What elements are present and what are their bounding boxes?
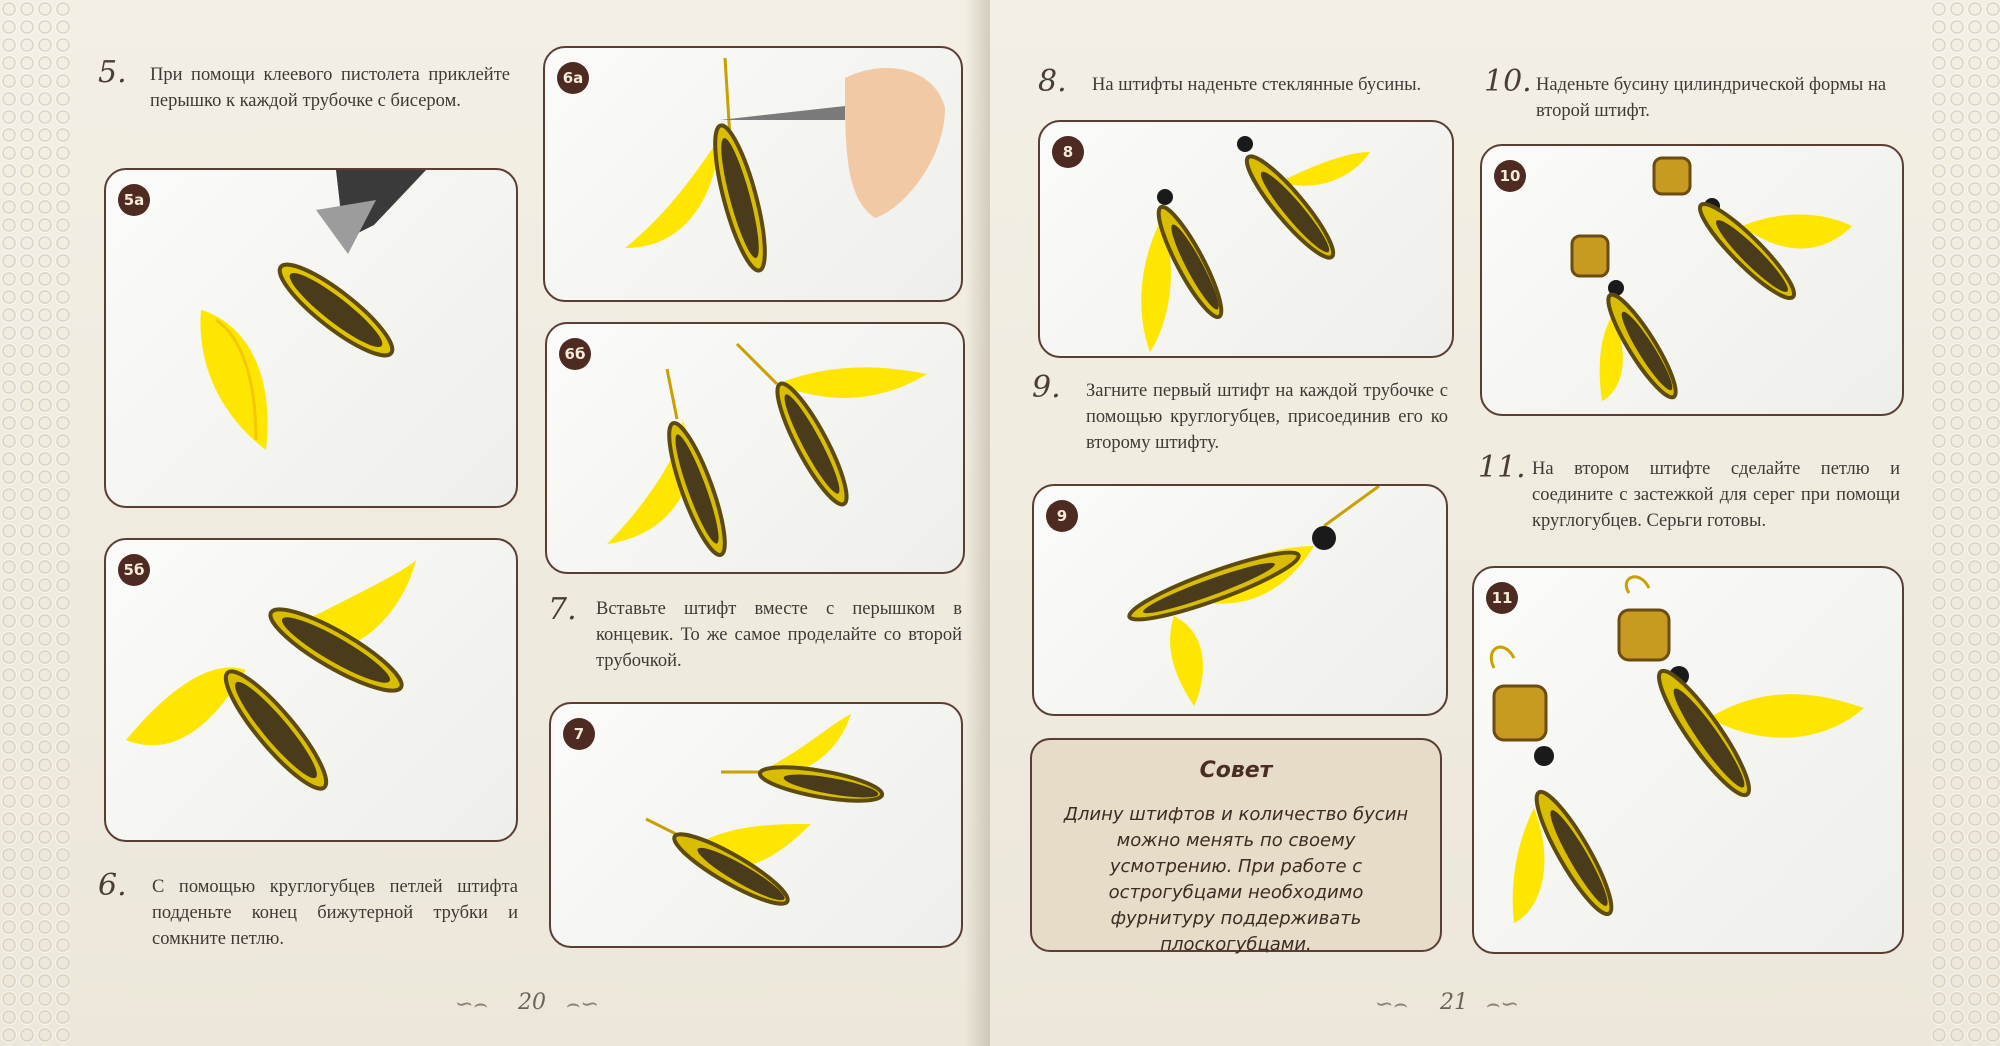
step-8-number: 8.: [1038, 64, 1067, 99]
photo-7: [549, 702, 963, 948]
photo-6b: [545, 322, 965, 574]
right-page-number: 21: [1440, 990, 1468, 1015]
left-page-ornament-right: ⌢∽: [566, 992, 599, 1017]
step-6-text: С помощью круглогубцев петлей штифта подденьте конец бижутерной трубки и сомкните петлю.: [152, 877, 518, 949]
photo-6a-badge: 6а: [557, 62, 589, 94]
step-5-text: При помощи клеевого пистолета приклейте перышко к каждой трубочке с бисером.: [150, 65, 510, 111]
photo-9-badge: 9: [1046, 500, 1078, 532]
step-6-number: 6.: [98, 868, 127, 903]
photo-10-illustration: [1482, 146, 1902, 414]
photo-11-badge: 11: [1486, 582, 1518, 614]
advice-title: Совет: [1199, 758, 1273, 783]
photo-6a-illustration: [545, 48, 961, 300]
photo-11: [1472, 566, 1904, 954]
photo-9-illustration: [1034, 486, 1446, 714]
photo-10-badge: 10: [1494, 160, 1526, 192]
step-7-text: Вставьте штифт вместе с перышком в концевик. То же самое проделайте со второй трубочкой.: [596, 599, 962, 671]
advice-text: Длину штифтов и количество бусин можно менять по своему усмотрению. При работе с острогубцами необходимо фурнитуру поддерживать плоскогубцами.: [1063, 804, 1409, 955]
step-10-number: 10.: [1484, 64, 1532, 99]
step-9-number: 9.: [1032, 370, 1061, 405]
photo-5a: [104, 168, 518, 508]
photo-10: [1480, 144, 1904, 416]
photo-9: [1032, 484, 1448, 716]
photo-11-illustration: [1474, 568, 1902, 952]
step-9-text: Загните первый штифт на каждой трубочке с помощью круглогубцев, присоединив его ко второму штифту.: [1086, 381, 1448, 453]
photo-6a: [543, 46, 963, 302]
photo-7-badge: 7: [563, 718, 595, 750]
photo-5b-badge: 5б: [118, 554, 150, 586]
photo-6b-badge: 6б: [559, 338, 591, 370]
step-11-text: На втором штифте сделайте петлю и соедините с застежкой для серег при помощи круглогубцев. Серьги готовы.: [1532, 459, 1900, 531]
photo-8: [1038, 120, 1454, 358]
photo-5a-badge: 5а: [118, 184, 150, 216]
step-8-text: На штифты наденьте стеклянные бусины.: [1092, 75, 1422, 95]
advice-box: [1030, 738, 1442, 955]
photo-8-illustration: [1040, 122, 1452, 356]
decorative-border-right: [1930, 0, 2000, 1046]
decorative-border-left: [0, 0, 70, 1046]
photo-5b-illustration: [106, 540, 516, 840]
step-7-number: 7.: [548, 592, 577, 627]
left-page: [0, 0, 990, 1046]
step-5-number: 5.: [98, 55, 127, 90]
left-page-ornament-left: ∽⌢: [455, 992, 488, 1017]
photo-6b-illustration: [547, 324, 963, 572]
left-page-number: 20: [518, 990, 546, 1015]
step-11-number: 11.: [1478, 450, 1526, 485]
step-10-text: Наденьте бусину цилиндрической формы на второй штифт.: [1536, 75, 1887, 121]
photo-7-illustration: [551, 704, 961, 946]
photo-5a-illustration: [106, 170, 516, 506]
right-page-ornament-left: ∽⌢: [1375, 992, 1408, 1017]
photo-5b: [104, 538, 518, 842]
photo-8-badge: 8: [1052, 136, 1084, 168]
right-page-ornament-right: ⌢∽: [1486, 992, 1519, 1017]
